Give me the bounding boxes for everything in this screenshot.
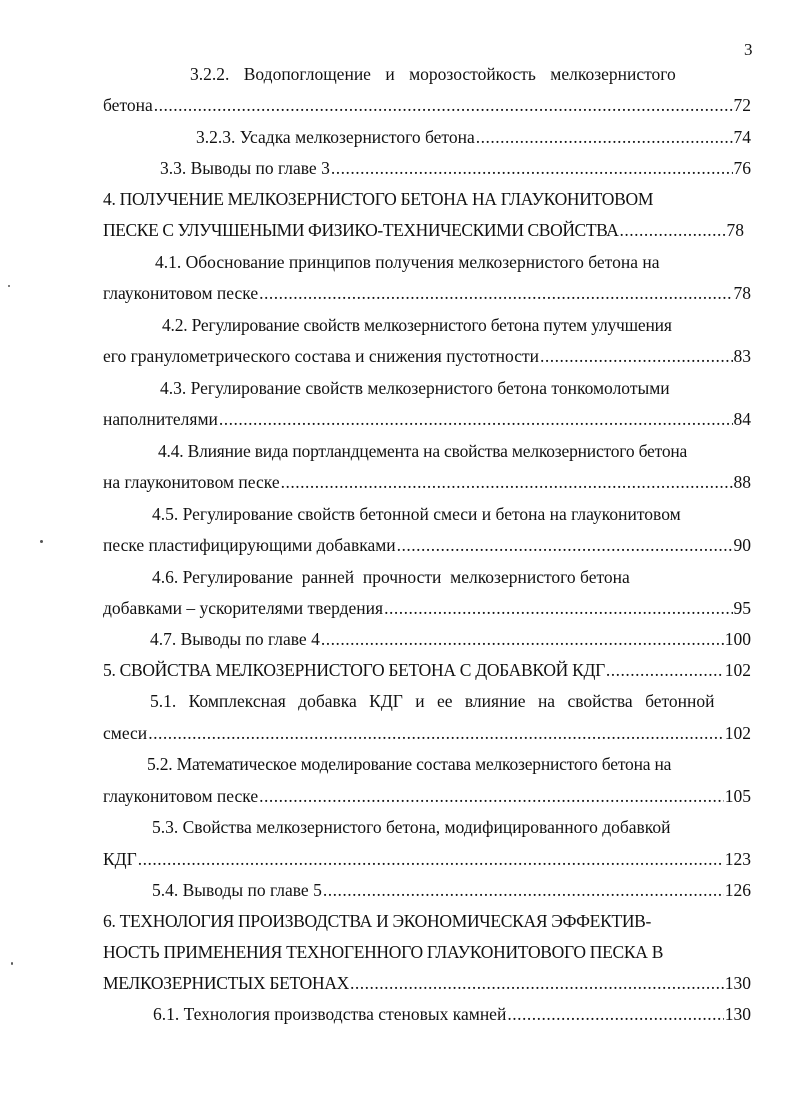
toc-entry-page: 90 <box>733 535 751 555</box>
leader-dots <box>154 94 733 116</box>
toc-entry-title: 4.2. Регулирование свойств мелкозернистого бетона путем улучшения <box>162 315 672 335</box>
toc-entry-title: 3.2.2. Водопоглощение и морозостойкость мелкозернистого <box>190 64 676 84</box>
leader-dots <box>606 659 724 681</box>
leader-dots <box>219 408 733 430</box>
toc-heading-line <box>162 314 751 336</box>
leader-dots <box>540 345 733 367</box>
toc-entry-page: 130 <box>724 973 751 993</box>
toc-entry-title: 4.3. Регулирование свойств мелкозернистого бетона тонкомолотыми <box>160 378 670 398</box>
leader-dots <box>397 534 733 556</box>
toc-heading-line <box>190 63 724 85</box>
toc-entry[interactable] <box>103 534 751 556</box>
scan-speck <box>11 962 13 965</box>
toc-entry-title: 3.3. Выводы по главе 3 <box>160 158 330 178</box>
toc-entry-title: 4.6. Регулирование ранней прочности мелкозернистого бетона <box>152 567 630 587</box>
toc-heading-line <box>155 251 751 273</box>
page-number: 3 <box>744 40 753 59</box>
toc-entry[interactable] <box>152 879 751 901</box>
toc-heading-line <box>152 503 751 525</box>
toc-entry-page: 72 <box>733 95 751 115</box>
leader-dots <box>384 597 732 619</box>
toc-entry-page: 84 <box>733 409 751 429</box>
toc-entry-page: 74 <box>733 127 751 147</box>
scan-speck <box>40 540 43 543</box>
toc-entry-title: глауконитовом песке <box>103 283 259 303</box>
toc-entry[interactable] <box>103 597 751 619</box>
leader-dots <box>138 848 724 870</box>
toc-entry-page: 95 <box>733 598 751 618</box>
toc-entry-page: 130 <box>724 1004 751 1024</box>
toc-entry-page: 102 <box>724 660 751 680</box>
leader-dots <box>281 471 733 493</box>
toc-entry[interactable] <box>103 408 751 430</box>
toc-entry-title: 4.5. Регулирование свойств бетонной смеси и бетона на глауконитовом <box>152 504 681 524</box>
toc-entry-title: ПЕСКЕ С УЛУЧШЕНЫМИ ФИЗИКО-ТЕХНИЧЕСКИМИ СВОЙСТВА <box>103 220 619 240</box>
toc-entry[interactable] <box>103 345 751 367</box>
toc-entry-page: 126 <box>724 880 751 900</box>
toc-entry-title: 4.1. Обоснование принципов получения мелкозернистого бетона на <box>155 252 660 272</box>
toc-heading-line <box>147 753 751 775</box>
leader-dots <box>507 1003 723 1025</box>
toc-entry-title: добавками – ускорителями твердения <box>103 598 384 618</box>
toc-entry-title: бетона <box>103 95 153 115</box>
toc-entry-title: смеси <box>103 723 148 743</box>
toc-entry-title: 5.3. Свойства мелкозернистого бетона, модифицированного добавкой <box>152 817 671 837</box>
leader-dots <box>620 219 726 241</box>
toc-entry-title: 6.1. Технология производства стеновых камней <box>153 1004 507 1024</box>
toc-entry-page: 102 <box>724 723 751 743</box>
toc-entry-page: 105 <box>724 786 751 806</box>
toc-entry-page: 83 <box>733 346 751 366</box>
toc-heading-line <box>103 188 751 210</box>
toc-entry[interactable] <box>196 126 751 148</box>
toc-entry-title: МЕЛКОЗЕРНИСТЫХ БЕТОНАХ <box>103 973 350 993</box>
toc-entry-title: 4.7. Выводы по главе 4 <box>150 629 320 649</box>
toc-entry-page: 100 <box>724 629 751 649</box>
toc-heading-line <box>158 440 751 462</box>
leader-dots <box>148 722 724 744</box>
leader-dots <box>259 282 732 304</box>
toc-entry-title: 5. СВОЙСТВА МЕЛКОЗЕРНИСТОГО БЕТОНА С ДОБАВКОЙ КДГ <box>103 660 605 680</box>
toc-entry[interactable] <box>103 785 751 807</box>
scan-speck <box>8 285 10 287</box>
leader-dots <box>331 157 733 179</box>
toc-entry-title: песке пластифицирующими добавками <box>103 535 396 555</box>
toc-entry[interactable] <box>103 471 751 493</box>
leader-dots <box>350 972 724 994</box>
toc-heading-line <box>103 941 751 963</box>
toc-entry-page: 78 <box>733 283 751 303</box>
toc-entry-page: 123 <box>724 849 751 869</box>
toc-entry-title: наполнителями <box>103 409 218 429</box>
toc-heading-line <box>152 816 751 838</box>
toc-entry[interactable] <box>103 722 751 744</box>
toc-heading-line <box>152 566 751 588</box>
toc-entry[interactable] <box>150 628 751 650</box>
leader-dots <box>259 785 724 807</box>
toc-entry[interactable] <box>103 848 751 870</box>
leader-dots <box>323 879 724 901</box>
toc-entry-title: его гранулометрического состава и снижения пустотности <box>103 346 539 366</box>
toc-entry[interactable] <box>160 157 751 179</box>
toc-entry[interactable] <box>153 1003 751 1025</box>
leader-dots <box>321 628 724 650</box>
toc-entry-title: 5.1. Комплексная добавка КДГ и ее влияние на свойства бетонной <box>150 691 715 711</box>
toc-entry[interactable] <box>103 219 744 241</box>
toc-entry[interactable] <box>103 94 751 116</box>
toc-heading-line <box>160 377 751 399</box>
toc-entry-title: 5.4. Выводы по главе 5 <box>152 880 322 900</box>
toc-entry-title: КДГ <box>103 849 137 869</box>
toc-heading-line <box>103 910 751 932</box>
toc-entry-title: НОСТЬ ПРИМЕНЕНИЯ ТЕХНОГЕННОГО ГЛАУКОНИТОВОГО ПЕСКА В <box>103 942 664 962</box>
toc-entry-title: 6. ТЕХНОЛОГИЯ ПРОИЗВОДСТВА И ЭКОНОМИЧЕСКАЯ ЭФФЕКТИВ- <box>103 911 652 931</box>
toc-entry-page: 78 <box>726 220 744 240</box>
leader-dots <box>476 126 733 148</box>
toc-entry-page: 76 <box>733 158 751 178</box>
toc-entry-title: 4.4. Влияние вида портландцемента на свойства мелкозернистого бетона <box>158 441 688 461</box>
toc-entry-title: глауконитовом песке <box>103 786 259 806</box>
toc-entry-page: 88 <box>733 472 751 492</box>
toc-entry[interactable] <box>103 282 751 304</box>
toc-heading-line <box>150 690 751 712</box>
toc-entry-title: 3.2.3. Усадка мелкозернистого бетона <box>196 127 475 147</box>
toc-entry-title: 4. ПОЛУЧЕНИЕ МЕЛКОЗЕРНИСТОГО БЕТОНА НА ГЛАУКОНИТОВОМ <box>103 189 654 209</box>
toc-entry[interactable] <box>103 972 751 994</box>
toc-entry-title: на глауконитовом песке <box>103 472 280 492</box>
toc-entry[interactable] <box>103 659 751 681</box>
toc-entry-title: 5.2. Математическое моделирование состава мелкозернистого бетона на <box>147 754 672 774</box>
